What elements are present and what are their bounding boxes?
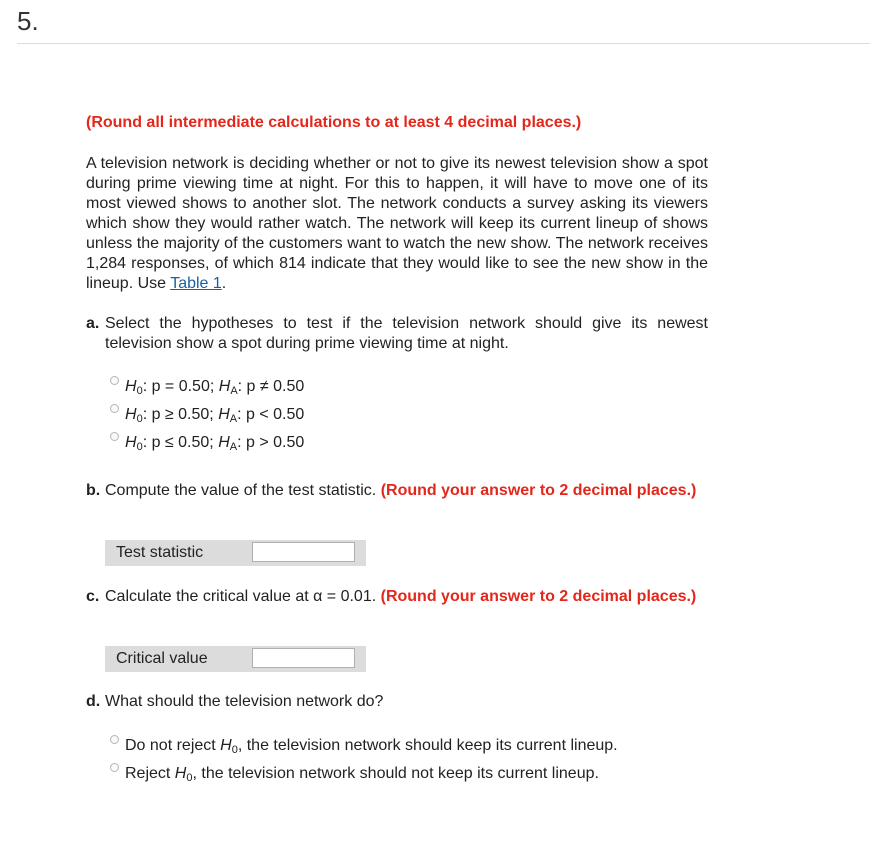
test-statistic-row [105, 540, 366, 566]
hypothesis-option-3[interactable] [110, 433, 304, 454]
part-d [86, 692, 708, 712]
h0-symbol: H [125, 434, 137, 451]
part-c-round-note: (Round your answer to 2 decimal places.) [380, 588, 697, 605]
h0-subscript: 0 [186, 772, 193, 784]
h0-subscript: 0 [136, 441, 143, 453]
part-b-round-note: (Round your answer to 2 decimal places.) [380, 482, 697, 499]
ha-relation: : p ≠ 0.50 [237, 378, 305, 395]
part-b-label: b. [86, 482, 101, 499]
radio-button[interactable] [110, 735, 119, 744]
critical-value-label: Critical value [116, 650, 208, 667]
test-statistic-label: Test statistic [116, 544, 204, 561]
part-a [86, 314, 708, 354]
decision-text-after: , the television network should keep its current lineup. [237, 737, 618, 754]
part-b [86, 481, 708, 501]
ha-symbol: H [218, 378, 231, 395]
problem-paragraph [86, 154, 708, 294]
part-c-text: Calculate the critical value at α = 0.01. [105, 588, 381, 605]
ha-subscript: A [230, 385, 238, 397]
decision-text-before: Do not reject [125, 737, 221, 754]
divider [17, 43, 870, 44]
decision-text-before: Reject [125, 765, 175, 782]
part-d-label: d. [86, 693, 101, 710]
part-b-text: Compute the value of the test statistic. [105, 482, 381, 499]
part-a-label: a. [86, 315, 100, 332]
decision-text-after: , the television network should not keep its current lineup. [192, 765, 599, 782]
h0-subscript: 0 [136, 413, 143, 425]
part-c [86, 587, 708, 607]
part-d-text: What should the television network do? [105, 693, 384, 710]
decision-option-1[interactable] [110, 736, 618, 757]
h0-subscript: 0 [231, 744, 238, 756]
ha-subscript: A [229, 441, 238, 453]
part-c-text-wrap [105, 587, 708, 607]
ha-symbol: H [218, 406, 230, 423]
table-1-link[interactable]: Table 1 [170, 275, 222, 292]
question-number: 5. [17, 6, 39, 36]
h0-relation: : p = 0.50; [142, 378, 219, 395]
h0-symbol: H [125, 406, 137, 423]
test-statistic-input[interactable] [252, 542, 355, 562]
ha-relation: : p < 0.50 [237, 406, 305, 423]
h0-relation: : p ≤ 0.50; [142, 434, 219, 451]
h0-subscript: 0 [136, 385, 143, 397]
problem-text: A television network is deciding whether or not to give its newest television show a spot during prime viewing time at night. For this to happen, it will have to move one of its most viewed shows to another slot. The network conducts a survey asking its viewers which show they would rather watch. The network will keep its current lineup of shows unless the majority of the customers want to watch the new show. The network receives 1,284 responses, of which 814 indicate that they would like to see the new show in the lineup. Use [86, 155, 708, 292]
rounding-instruction: (Round all intermediate calculations to at least 4 decimal places.) [86, 114, 582, 131]
radio-button[interactable] [110, 763, 119, 772]
ha-relation: : p > 0.50 [237, 434, 305, 451]
radio-button[interactable] [110, 432, 119, 441]
h0-symbol: H [220, 737, 232, 754]
hypothesis-option-1[interactable] [110, 377, 304, 398]
critical-value-row [105, 646, 366, 672]
ha-symbol: H [218, 434, 230, 451]
radio-button[interactable] [110, 404, 119, 413]
h0-relation: : p ≥ 0.50; [142, 406, 219, 423]
radio-button[interactable] [110, 376, 119, 385]
part-a-text: Select the hypotheses to test if the television network should give its newest television show a spot during prime viewing time at night. [105, 315, 708, 352]
hypothesis-option-2[interactable] [110, 405, 304, 426]
part-c-label: c. [86, 588, 100, 605]
decision-option-2[interactable] [110, 764, 599, 785]
critical-value-input[interactable] [252, 648, 355, 668]
h0-symbol: H [125, 378, 137, 395]
problem-text-end: . [221, 275, 227, 292]
part-b-text-wrap [105, 481, 708, 501]
ha-subscript: A [229, 413, 238, 425]
h0-symbol: H [174, 765, 187, 782]
